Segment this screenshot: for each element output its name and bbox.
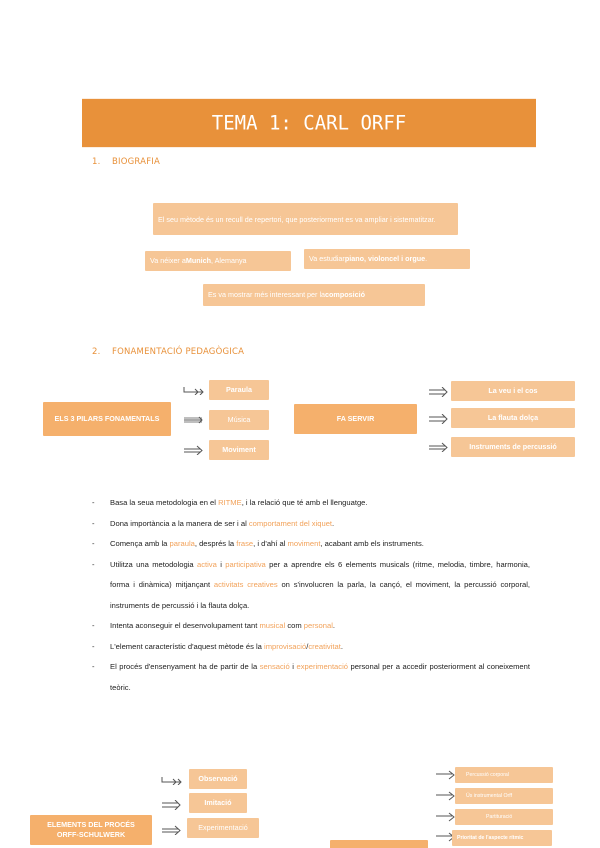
arrow-right-icon: [161, 800, 183, 810]
arrow-right-icon: [161, 775, 183, 785]
pillars-main-box: ELS 3 PILARS FONAMENTALS: [43, 402, 171, 436]
arrow-right-icon: [428, 387, 450, 397]
list-item: - Basa la seua metodologia en el RITME, i la relació que té amb el llenguatge.: [92, 493, 530, 514]
arrow-right-icon: [183, 415, 205, 425]
arrow-right-icon: [428, 442, 450, 452]
use-flauta-dolca: La flauta dolça: [451, 408, 575, 428]
page-title: TEMA 1: CARL ORFF: [82, 99, 536, 147]
bio-studied-box: Va estudiar piano, violoncel i orgue .: [304, 249, 470, 269]
pillar-moviment: Moviment: [209, 440, 269, 460]
process-right-ritme: Prioritat de l'aspecte rítmic: [452, 830, 552, 846]
arrow-right-icon: [428, 414, 450, 424]
use-veu-cos: La veu i el cos: [451, 381, 575, 401]
list-item: - L'element característic d'aquest mètode és la improvisació/creativitat.: [92, 637, 530, 658]
arrow-right-icon: [183, 385, 205, 395]
process-experimentacio: Experimentació: [187, 818, 259, 838]
pillar-musica: Música: [209, 410, 269, 430]
pillar-paraula: Paraula: [209, 380, 269, 400]
bio-method-box: El seu mètode és un recull de repertori, que posteriorment es va ampliar i sistematitzar.: [153, 203, 458, 235]
methodology-bullet-list: [92, 493, 530, 698]
arrow-right-icon: [183, 445, 205, 455]
bio-interest-box: Es va mostrar més interessant per la composició: [203, 284, 425, 306]
process-right-partituracio: Partituració: [455, 809, 553, 825]
list-item: - El procés d'ensenyament ha de partir de la sensació i experimentació personal per a accedir posteriorment al coneixement teòric.: [92, 657, 530, 698]
list-item: - Utilitza una metodologia activa i participativa per a aprendre els 6 elements musicals (ritme, melodia, timbre, harmonia, forma i dinàmica) mitjançant activitats creatives on s'involucren la parla, la cançó, el moviment, la percussió corporal, instruments de percussió i la flauta dolça.: [92, 555, 530, 617]
process-observacio: Observació: [189, 769, 247, 789]
use-instruments-percussio: Instruments de percussió: [451, 437, 575, 457]
arrow-right-icon: [435, 791, 457, 801]
process-imitacio: Imitació: [189, 793, 247, 813]
uses-box: FA SERVIR: [294, 404, 417, 434]
section-heading-biografia: 1. BIOGRAFIA: [92, 157, 161, 167]
arrow-right-icon: [161, 825, 183, 835]
bio-born-box: Va néixer a Munich , Alemanya: [145, 251, 291, 271]
arrow-right-icon: [435, 770, 457, 780]
process-right-percussio: Percussió corporal: [455, 767, 553, 783]
list-item: - Dona importància a la manera de ser i al comportament del xiquet.: [92, 514, 530, 535]
section-heading-fonamentacio: 2. FONAMENTACIÓ PEDAGÒGICA: [92, 347, 245, 357]
arrow-right-icon: [435, 812, 457, 822]
list-item: - Comença amb la paraula, després la frase, i d'ahí al moviment, acabant amb els instruments.: [92, 534, 530, 555]
process-main-box: ELEMENTS DEL PROCÉS ORFF-SCHULWERK: [30, 815, 152, 845]
process-connector-box: [330, 840, 428, 848]
list-item: - Intenta aconseguir el desenvolupament tant musical com personal.: [92, 616, 530, 637]
process-right-orff: Ús instrumental Orff: [455, 788, 553, 804]
